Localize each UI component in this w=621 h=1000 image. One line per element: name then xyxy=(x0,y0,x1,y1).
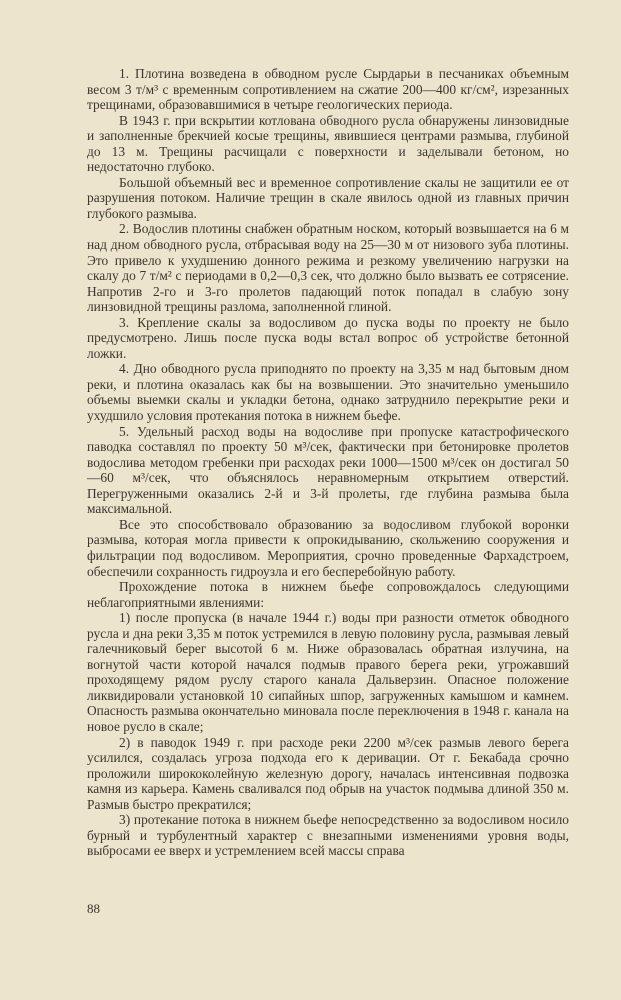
paragraph-12: 3) протекание потока в нижнем бьефе непосредственно за водосливом носило бурный и турбулентный характер с внезапными изменениями уровня воды, выбросами ее вверх и устремлением всей массы справа xyxy=(87,812,569,859)
paragraph-2: В 1943 г. при вскрытии котлована обводного русла обнаружены линзовидные и заполненные брекчией косые трещины, явившиеся центрами размыва, глубиной до 13 м. Трещины расчищали с поверхности и заделывали бетоном, но недостаточно глубоко. xyxy=(87,112,569,175)
paragraph-1: 1. Плотина возведена в обводном русле Сырдарьи в песчаниках объемным весом 3 т/м³ с временным сопротивлением на сжатие 200—400 кг/см², изрезанных трещинами, образовавшимися в четыре геологических периода. xyxy=(87,66,569,113)
paragraph-5: 3. Крепление скалы за водосливом до пуска воды по проекту не было предусмотрено. Лишь после пуска воды встал вопрос об устройстве бетонной ложки. xyxy=(87,314,569,361)
body-text xyxy=(87,66,569,859)
paragraph-6: 4. Дно обводного русла приподнято по проекту на 3,35 м над бытовым дном реки, и плотина оказалась как бы на возвышении. Это значительно уменьшило объемы выемки скалы и укладки бетона, однако затруднило перекрытие реки и ухудшило условия протекания потока в нижнем бьефе. xyxy=(87,361,569,424)
paragraph-11: 2) в паводок 1949 г. при расходе реки 2200 м³/сек размыв левого берега усилился, создалась угроза подхода его к деривации. От г. Бекабада срочно проложили ширококолейную железную дорогу, началась интенсивная подвозка камня из карьера. Камень сваливался под обрыв на участок подмыва длиной 350 м. Размыв быстро прекратился; xyxy=(87,734,569,812)
paragraph-3: Большой объемный вес и временное сопротивление скалы не защитили ее от разрушения потоком. Наличие трещин в скале явилось одной из главных причин глубокого размыва. xyxy=(87,174,569,221)
paragraph-9: Прохождение потока в нижнем бьефе сопровождалось следующими неблагоприятными явлениями: xyxy=(87,579,569,610)
paragraph-7: 5. Удельный расход воды на водосливе при пропуске катастрофического паводка составлял по проекту 50 м³/сек, фактически при бетонировке пролетов водослива методом гребенки при расходах реки 1000—1500 м³/сек он достигал 50—60 м³/сек, что объяснялось неравномерным открытием отверстий. Перегруженными оказались 2-й и 3-й пролеты, где глубина размыва была максимальной. xyxy=(87,423,569,517)
paragraph-8: Все это способствовало образованию за водосливом глубокой воронки размыва, которая могла привести к опрокидыванию, скольжению сооружения и фильтрации под водосливом. Мероприятия, срочно проведенные Фархадстроем, обеспечили сохранность гидроузла и его бесперебойную работу. xyxy=(87,516,569,579)
paragraph-4: 2. Водослив плотины снабжен обратным носком, который возвышается на 6 м над дном обводного русла, отбрасывая воду на 25—30 м от низового зуба плотины. Это привело к ухудшению донного режима и резкому увеличению нагрузки на скалу до 7 т/м² с периодами в 0,2—0,3 сек, что должно было вызвать ее сотрясение. Напротив 2-го и 3-го пролетов падающий поток попадал в слабую зону линзовидной трещины разлома, заполненной глиной. xyxy=(87,221,569,315)
paragraph-10: 1) после пропуска (в начале 1944 г.) воды при разности отметок обводного русла и дна реки 3,35 м поток устремился в левую половину русла, размывая левый галечниковый берег высотой 6 м. Ниже образовалась обратная излучина, на вогнутой части которой начался подмыв правого берега реки, угрожавший проходящему рядом руслу старого канала Дальверзин. Опасное положение ликвидировали установкой 10 сипайных шпор, загруженных камышом и камнем. Опасность размыва окончательно миновала после переключения в 1948 г. канала на новое русло в скале; xyxy=(87,610,569,734)
page-number: 88 xyxy=(87,901,100,916)
